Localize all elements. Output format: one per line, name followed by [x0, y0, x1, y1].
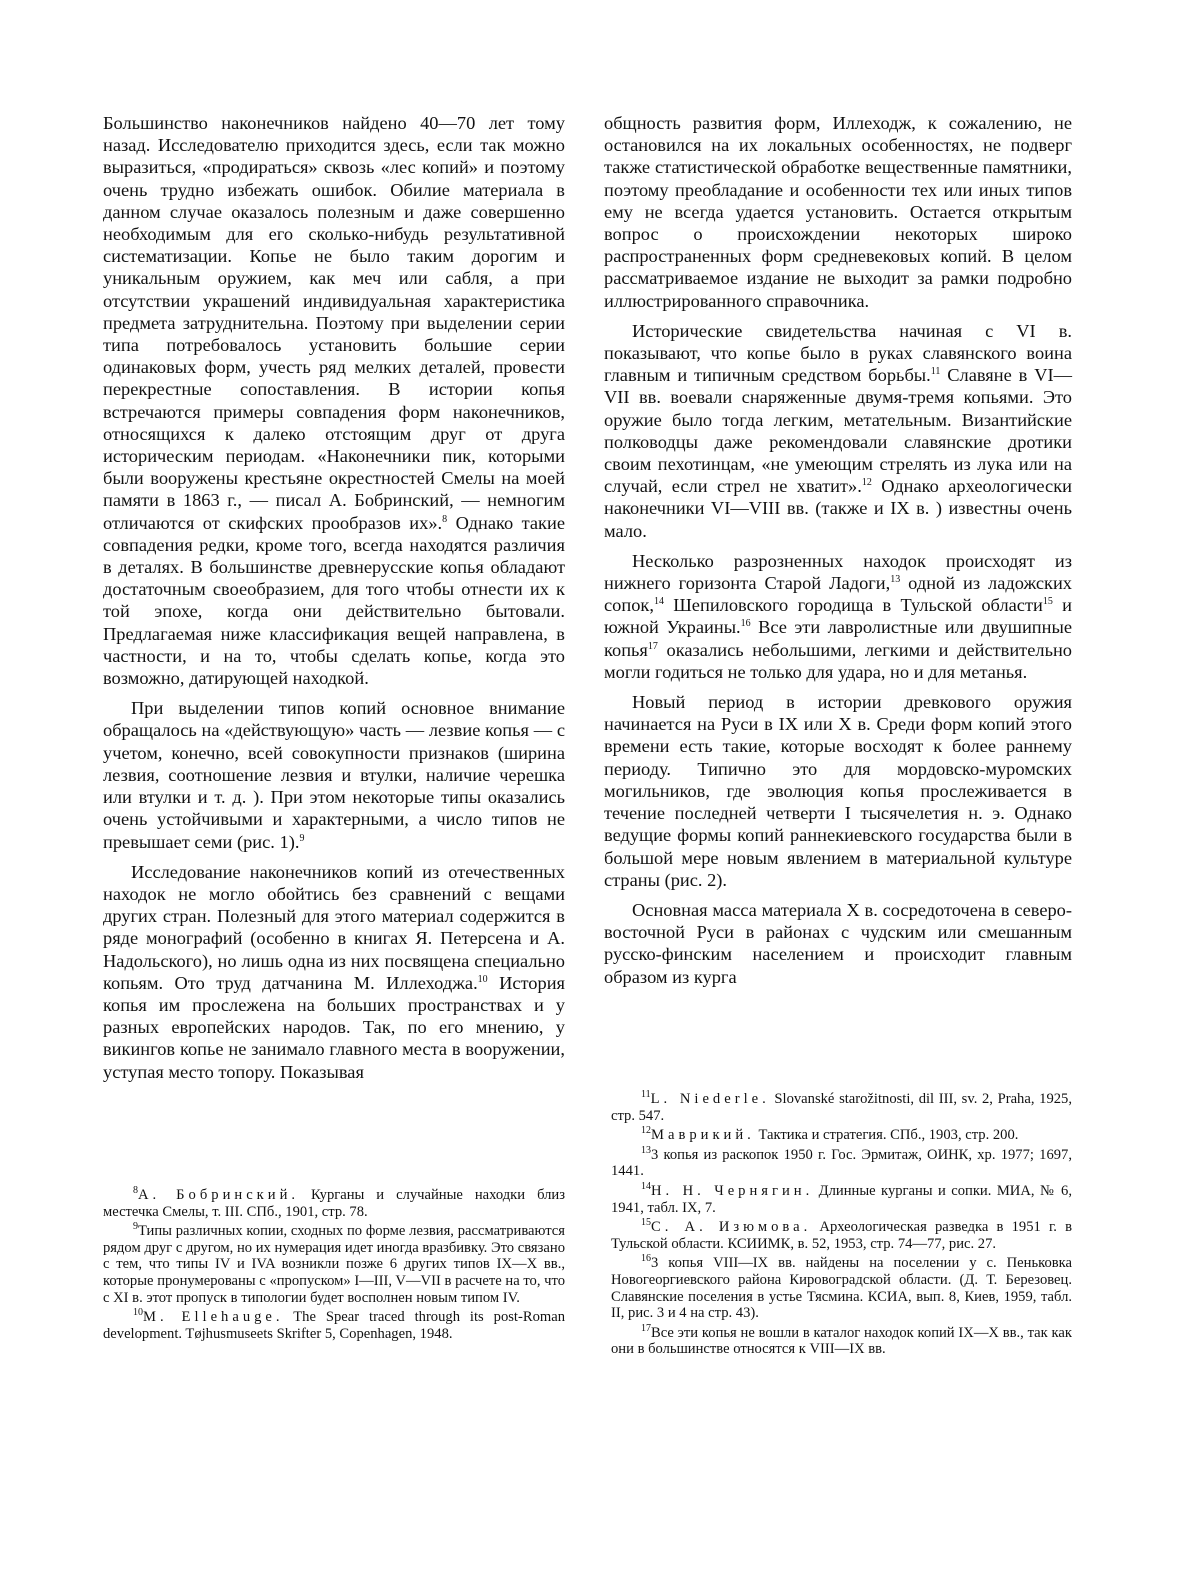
footnote: $^{16}$3 копья VIII—IX вв. найдены на поселении у с. Пеньковка Новогеоргиевского района Кировоградской области. (Д. Т. Березовец. Славянские поселения в устье Тясмина. КСИА, вып. 8, Киев, 1959, табл. II, рис. 3 и 4 на стр. 43). [611, 1253, 1072, 1322]
footnote: $^{11}$L. Niederle. Slovanské starožitnosti, dil III, sv. 2, Praha, 1925, стр. 547. [611, 1089, 1072, 1124]
footnote-ref: 14 [653, 596, 664, 608]
footnote-ref: 10 [477, 973, 488, 985]
footnote-ref: 9 [299, 832, 305, 844]
paragraph: Несколько разрозненных находок происходят из нижнего горизонта Старой Ладоги,$^{13}$ одной из ладожских сопок,$^{14}$ Шепиловского городища в Тульской области$^{15}$ и южной Украины.$^{16}$ Все эти лавролистные или двушипные копья$^{17}$ оказались небольшими, легкими и действительно могли годиться не только для удара, но и для метанья. [604, 550, 1072, 682]
paragraph: Исследование наконечников копий из отечественных находок не могло обойтись без сравнений с вещами других стран. Полезный для этого материал содержится в ряде монографий (особенно в книгах Я. Петерсена и А. Надольского), но лишь одна из них посвящена специально копьям. Ото труд датчанина М. Иллеходжа.$^{10}$ История копья им прослежена на больших пространствах и у разных европейских народов. Так, по его мнению, у викингов копье не занимало главного места в вооружении, уступая место топору. Показывая [103, 861, 566, 1082]
footnote: $^{13}$3 копья из раскопок 1950 г. Гос. Эрмитаж, ОИНК, хр. 1977; 1697, 1441. [611, 1144, 1072, 1180]
footnotes-right [611, 1091, 1072, 1361]
footnote-ref: 8 [442, 513, 448, 525]
footnote-ref: 13 [890, 573, 901, 585]
paragraph: Основная масса материала X в. сосредоточена в северо-восточной Руси в районах с чудским или смешанным русско-финским населением и происходит главным образом из курга [604, 899, 1072, 987]
paragraph: Новый период в истории древкового оружия начинается на Руси в IX или X в. Среди форм копий этого времени есть такие, которые восходят к более раннему периоду. Типично это для мордовско-муромских могильников, где эволюция копья прослеживается в течение последней четверти I тысячелетия н. э. Однако ведущие формы копий раннекиевского государства были в большой мере новым явлением в материальной культуре страны (рис. 2). [604, 692, 1072, 890]
paragraph: При выделении типов копий основное внимание обращалось на «действующую» часть — лезвие копья — с учетом, конечно, всей совокупности признаков (ширина лезвия, соотношение лезвия и втулки, наличие черешка или втулки и т. д. ). При этом некоторые типы оказались очень устойчивыми и характерными, а число типов не превышает семи (рис. 1).$^9$ [103, 698, 565, 852]
footnotes-left [103, 1187, 565, 1345]
footnote-ref: 16 [740, 618, 751, 630]
footnote-ref: 15 [1042, 596, 1053, 608]
left-column [103, 112, 565, 1091]
footnote: $^{10}$M. Ellehauge. The Spear traced through its post-Roman development. Tøjhusmuseets Skrifter 5, Copenhagen, 1948. [103, 1307, 565, 1342]
footnote: $^{12}$Маврикий. Тактика и стратегия. СПб., 1903, стр. 200. [641, 1125, 1019, 1144]
footnote: $^8$А. Бобринский. Курганы и случайные находки близ местечка Смелы, т. III. СПб., 1901, стр. 78. [103, 1185, 565, 1220]
right-column [604, 112, 1072, 996]
paragraph: общность развития форм, Иллеходж, к сожалению, не остановился на их локальных особенностях, не подверг также статистической обработке вещественные памятники, поэтому преобладание и особенности тех или иных типов ему не всегда удается установить. Остается открытым вопрос о происхождении некоторых широко распространенных форм средневековых копий. В целом рассматриваемое издание не выходит за рамки подробно иллюстрированного справочника. [604, 113, 1072, 311]
footnote: $^9$Типы различных копии, сходных по форме лезвия, рассматриваются рядом друг с другом, но их нумерация идет иногда вразбивку. Это связано с тем, что типы IV и IVA возникли позже 6 других типов IX—X вв., которые пронумерованы с «пропуском» I—III, V—VII в расчете на то, что с XI в. этот пропуск в типологии будет восполнен новым типом IV. [103, 1221, 565, 1306]
paragraph: Исторические свидетельства начиная с VI в. показывают, что копье было в руках славянского воина главным и типичным средством борьбы.$^{11}$ Славяне в VI—VII вв. воевали снаряженные двумя-тремя копьями. Это оружие было тогда легким, метательным. Византийские полководцы даже рекомендовали славянские дротики своим пехотинцам, «не умеющим стрелять из лука или на случай, если стрел не хватит».$^{12}$ Однако археологически наконечники VI—VIII вв. (также и IX в. ) известны очень мало. [604, 320, 1072, 541]
footnote-ref: 11 [930, 366, 941, 378]
footnote-ref: 12 [861, 477, 872, 489]
footnote: $^{14}$Н. Н. Чернягин. Длинные курганы и сопки. МИА, № 6, 1941, табл. IX, 7. [611, 1181, 1072, 1216]
paragraph: Большинство наконечников найдено 40—70 лет тому назад. Исследователю приходится здесь, если так можно выразиться, «продираться» сквозь «лес копий» и поэтому очень трудно избежать ошибок. Обилие материала в данном случае оказалось полезным и даже совершенно необходимым для его сколько-нибудь результативной систематизации. Копье не было таким дорогим и уникальным оружием, как меч или сабля, а при отсутствии украшений индивидуальная характеристика предмета затруднительна. Поэтому при выделении серии типа потребовалось установить большие серии одинаковых форм, учесть ряд мелких деталей, провести перекрестные сопоставления. В истории копья встречаются примеры совпадения форм наконечников, относящихся к далеко отстоящим друг от друга историческим периодам. «Наконечники пик, которыми были вооружены крестьяне окрестностей Смелы на моей памяти в 1863 г., — писал А. Бобринский, — немногим отличаются от скифских прообразов их».$^8$ Однако такие совпадения редки, кроме того, всегда находятся различия в деталях. В большинстве древнерусские копья обладают достаточным своеобразием, для того чтобы отнести их к той эпохе, когда они действительно бытовали. Предлагаемая ниже классификация вещей направлена, в частности, и на то, чтобы сделать копье, когда это возможно, датирующей находкой. [103, 113, 565, 689]
footnote: $^{15}$С. А. Изюмова. Археологическая разведка в 1951 г. в Тульской области. КСИИМК, в. 52, 1953, стр. 74—77, рис. 27. [611, 1217, 1072, 1252]
footnote: $^{17}$Все эти копья не вошли в каталог находок копий IX—X вв., так как они в большинстве относятся к VIII—IX вв. [611, 1322, 1072, 1358]
footnote-ref: 17 [647, 640, 658, 652]
